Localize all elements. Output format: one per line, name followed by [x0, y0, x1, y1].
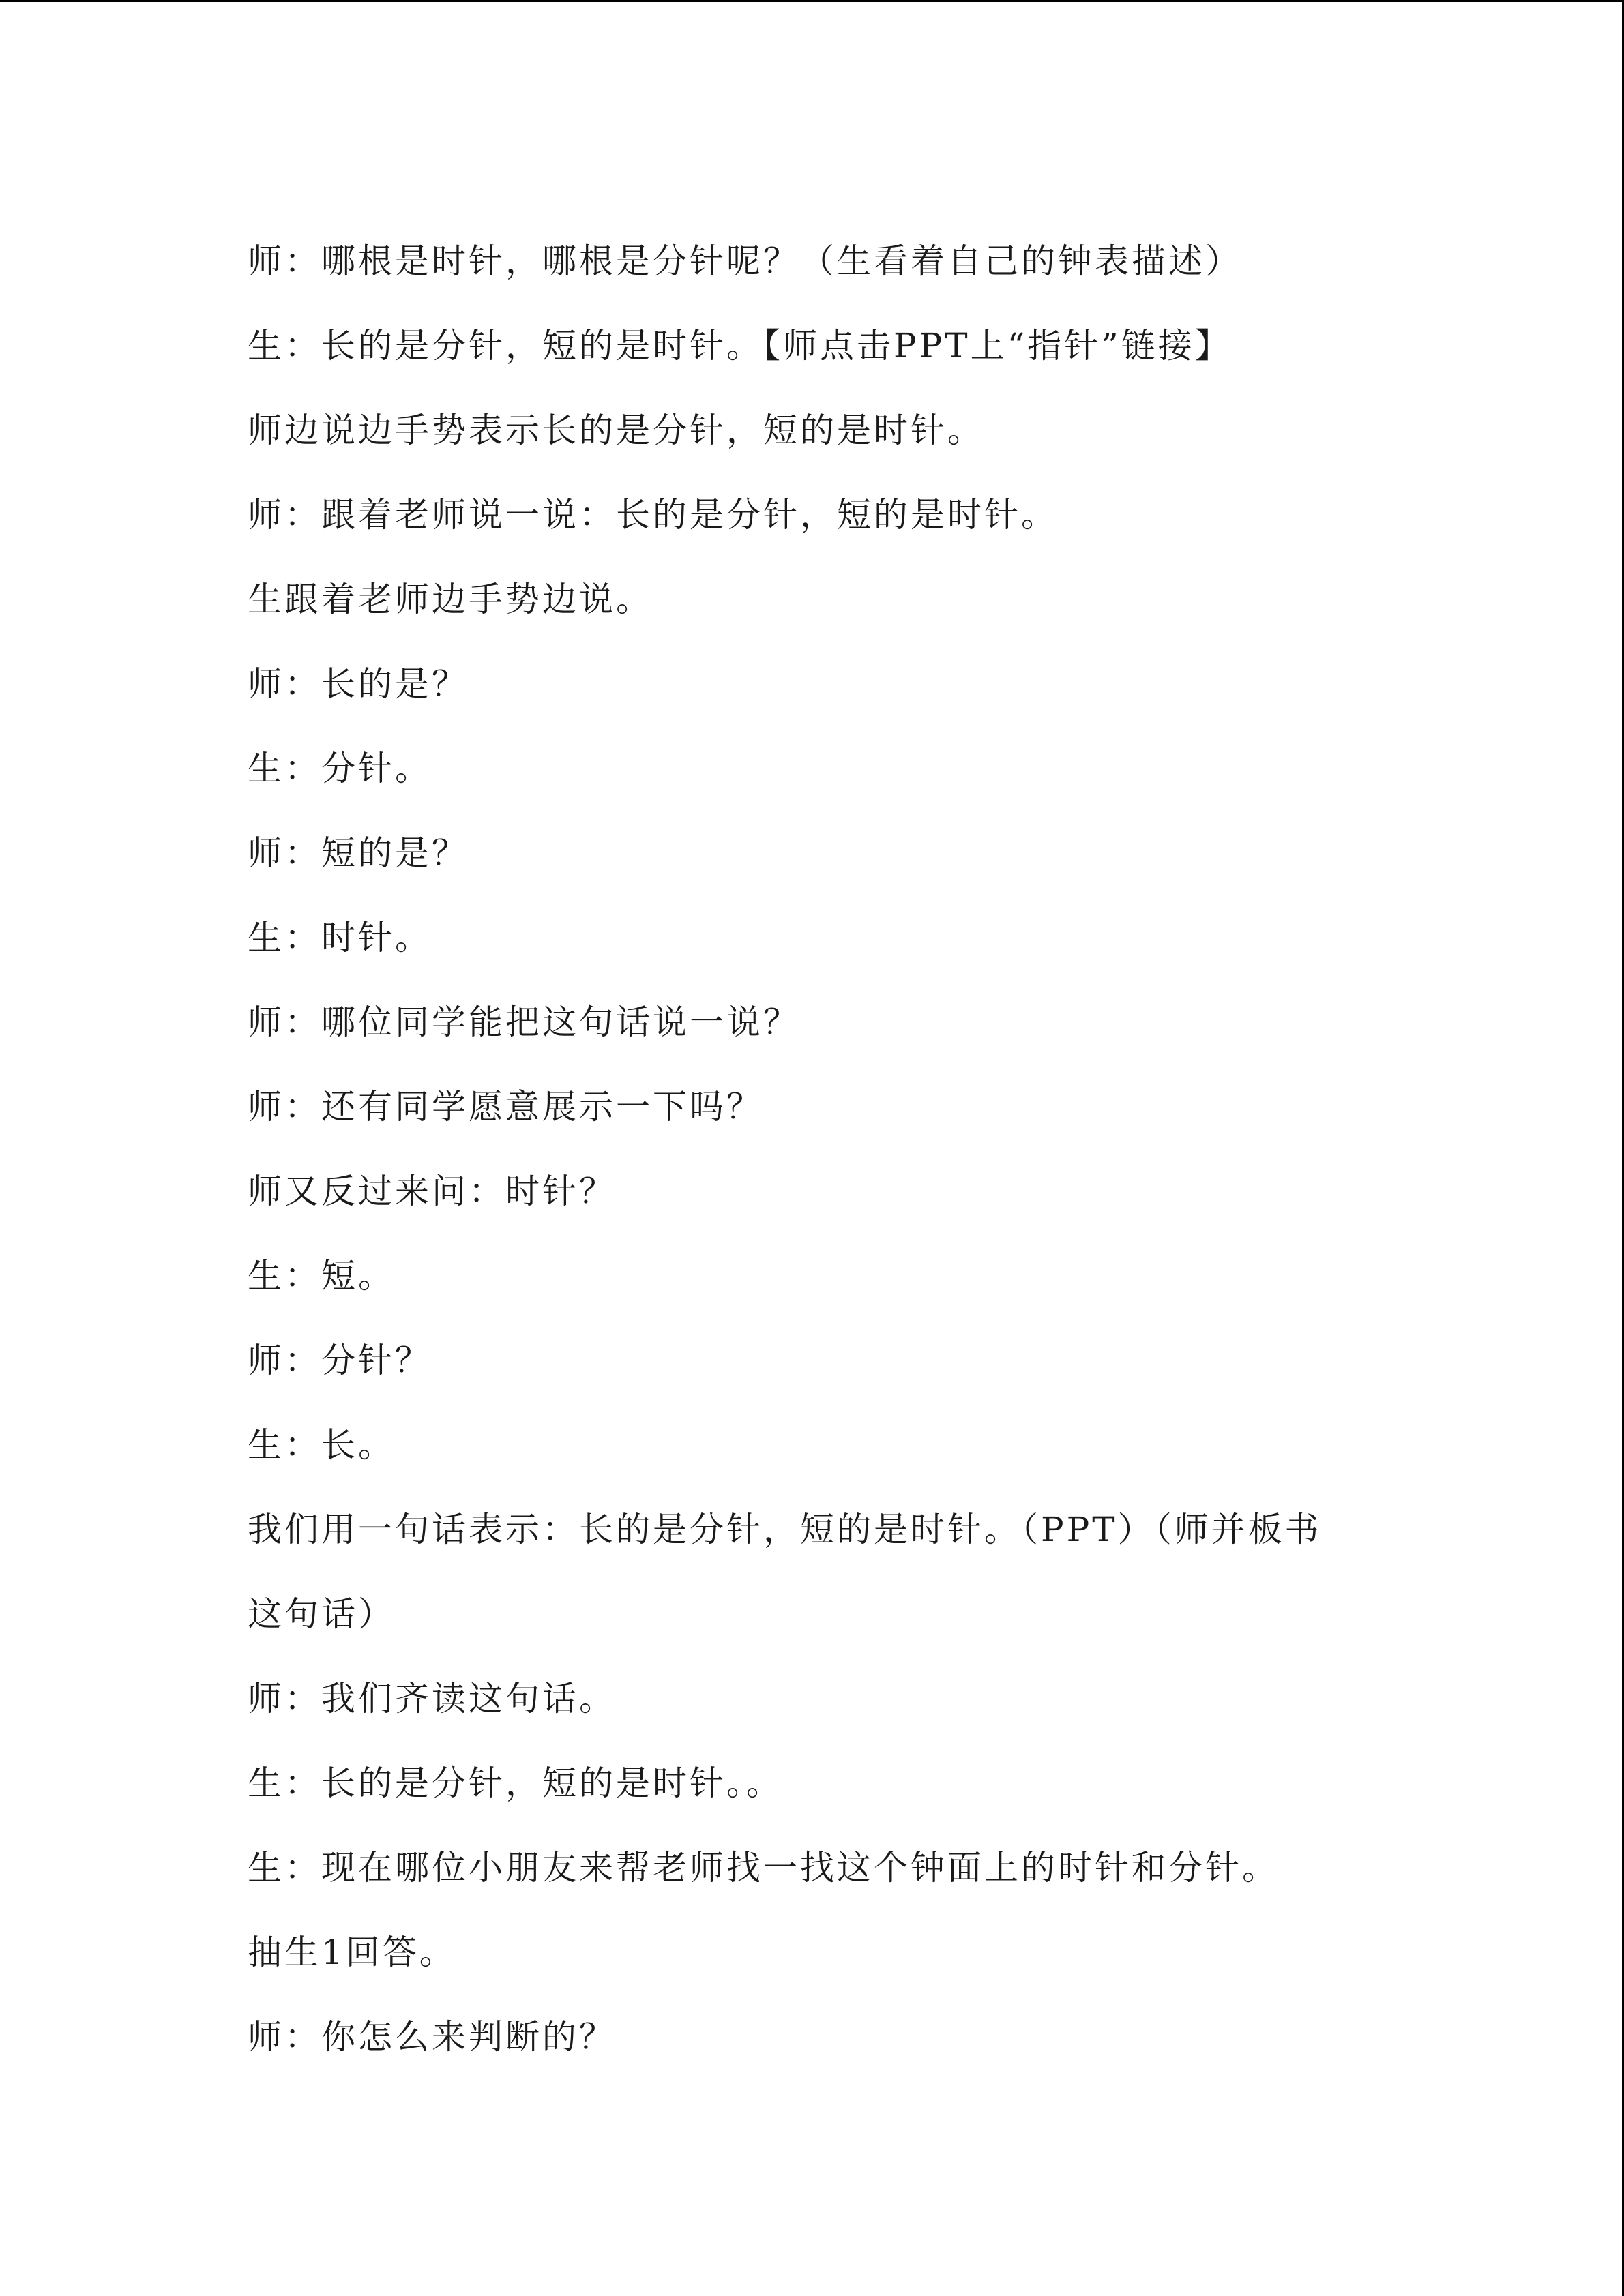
paragraph: 我们用一句话表示：长的是分针，短的是时针。（PPT）（师并板书: [248, 1510, 1322, 1549]
paragraph: 这句话）: [248, 1594, 395, 1634]
paragraph: 师：长的是？: [248, 664, 469, 704]
paragraph: 生：分针。: [248, 749, 432, 788]
paragraph: 生跟着老师边手势边说。: [248, 580, 653, 619]
paragraph: 师：短的是？: [248, 833, 469, 873]
paragraph: 师：还有同学愿意展示一下吗？: [248, 1087, 763, 1127]
paragraph: 抽生1回答。: [248, 1933, 456, 1972]
paragraph: 师：哪位同学能把这句话说一说？: [248, 1002, 800, 1042]
paragraph: 生：短。: [248, 1256, 395, 1296]
paragraph: 师：分针？: [248, 1341, 432, 1380]
paragraph: 师又反过来问：时针？: [248, 1172, 616, 1211]
paragraph: 生：时针。: [248, 918, 432, 957]
paragraph: 生：长的是分针，短的是时针。【师点击PPT上“指针”链接】: [248, 326, 1232, 366]
paragraph: 师：跟着老师说一说：长的是分针，短的是时针。: [248, 495, 1058, 535]
paragraph: 生：长。: [248, 1425, 395, 1465]
paragraph: 师：你怎么来判断的？: [248, 2017, 616, 2057]
paragraph: 生：现在哪位小朋友来帮老师找一找这个钟面上的时针和分针。: [248, 1848, 1279, 1888]
paragraph: 师：哪根是时针，哪根是分针呢？（生看着自己的钟表描述）: [248, 241, 1242, 281]
paragraph: 生：长的是分针，短的是时针。。: [248, 1763, 783, 1803]
document-body: [248, 219, 1380, 2079]
paragraph: 师：我们齐读这句话。: [248, 1679, 616, 1718]
paragraph: 师边说边手势表示长的是分针，短的是时针。: [248, 411, 984, 450]
